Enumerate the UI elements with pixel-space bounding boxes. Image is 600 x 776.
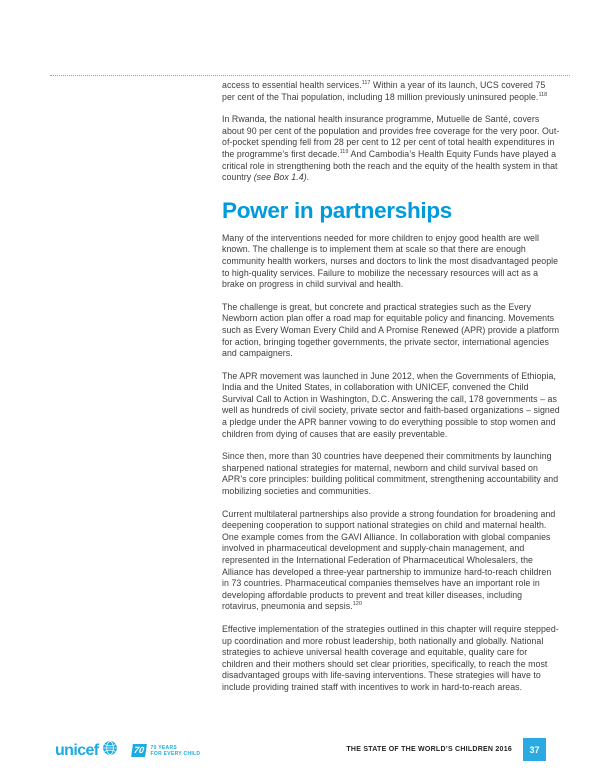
paragraph-text: (see Box 1.4) [253,172,307,183]
page-number-badge: 37 [523,738,546,761]
seventy-years-text [151,745,201,757]
report-title: THE STATE OF THE WORLD’S CHILDREN 2016 [346,746,512,753]
footer-branding [55,740,200,761]
paragraph-text: access to essential health services. [222,80,362,90]
body-paragraph [222,80,560,103]
article-content [222,80,560,705]
seventy-emblem-icon: 70 [131,744,147,757]
unicef-wordmark: unicef [55,741,99,759]
body-paragraph [222,509,560,613]
paragraph-text: Effective implementation of the strategies outlined in this chapter will require stepped-up coordination and more robust leadership, both nationally and globally. National strategies to achieve universal health coverage and equitable, quality care for children and their mothers should set clear priorities, specifically, to reach the most disadvantaged groups with life-saving interventions. These strategies will have to include providing trained staff with incentives to work in hard-to-reach areas. [222,623,559,692]
paragraph-text: . [306,172,310,183]
footnote-reference: 120 [352,601,362,608]
footer-report-info [346,738,546,761]
paragraph-text: Many of the interventions needed for more children to enjoy good health are well known. The challenge is to implement them at scale so that there are enough community health workers, nurses and doctors to link the most disadvantaged people to high-quality services. Failure to mobilize the necessary resources will act as a brake on progress in child survival and health. [222,232,559,290]
seventy-years-line1: 70 YEARS [150,744,178,751]
page-footer [0,738,600,766]
paragraph-text: Current multilateral partnerships also provide a strong foundation for broadening and deepening cooperation to support national strategies on child and maternal health. One example comes from the GAVI Alliance. In collaboration with global companies involved in pharmaceutical development and supply-chain management, and represented in the International Federation of Pharmaceutical Wholesalers, the Alliance has developed a three-year partnership to immunize hard-to-reach children in 73 countries. Pharmaceutical companies themselves have an important role in developing affordable products to prevent and treat killer diseases, including rotavirus, pneumonia and sepsis. [222,508,556,612]
seventy-years-lockup [132,744,201,757]
paragraph-text: In Rwanda, the national health insurance programme, Mutuelle de Santé, covers about 90 per cent of the population and provides free coverage for the very poor. Out-of-pocket spending fell from 28 per cent to 12 per cent of total health expenditures in the programme’s first decade. [222,114,560,159]
paragraph-text: The challenge is great, but concrete and practical strategies such as the Every Newborn action plan offer a road map for equitable policy and financing. Movements such as Every Woman Every Child and A Promise Renewed (APR) provide a platform for action, bringing together governments, the private sector, international agencies and campaigners. [222,301,560,359]
body-paragraph [222,233,560,291]
body-paragraph [222,114,560,184]
footnote-reference: 118 [538,91,548,98]
section-heading: Power in partnerships [222,197,453,223]
top-dotted-rule [50,75,570,76]
footnote-reference: 117 [361,80,371,87]
paragraph-text: And Cambodia’s Health Equity Funds have played a critical role in strengthening both the reach and the equity of the health system in that country [222,148,558,183]
paragraph-text: The APR movement was launched in June 2012, when the Governments of Ethiopia, India and the United States, in collaboration with UNICEF, convened the Child Survival Call to Action in Washington, D.C. Answering the call, 178 governments – as well as hundreds of civil society, private sector and faith-based organizations – signed a pledge under the APR banner vowing to do everything possible to stop women and children from dying of causes that are easily preventable. [222,370,560,439]
body-paragraph [222,302,560,360]
body-paragraph [222,371,560,441]
body-paragraph [222,451,560,497]
unicef-globe-icon [102,740,118,761]
paragraph-text: Within a year of its launch, UCS covered 75 per cent of the Thai population, including 18 million previously uninsured people. [222,80,546,102]
paragraph-text: Since then, more than 30 countries have deepened their commitments by launching sharpened national strategies for maternal, newborn and child survival based on APR’s core principles: building political commitment, strengthening accountability and mobilizing societies and communities. [222,451,559,497]
seventy-years-line2: FOR EVERY CHILD [150,750,201,757]
footnote-reference: 119 [339,149,349,156]
body-paragraph [222,624,560,694]
